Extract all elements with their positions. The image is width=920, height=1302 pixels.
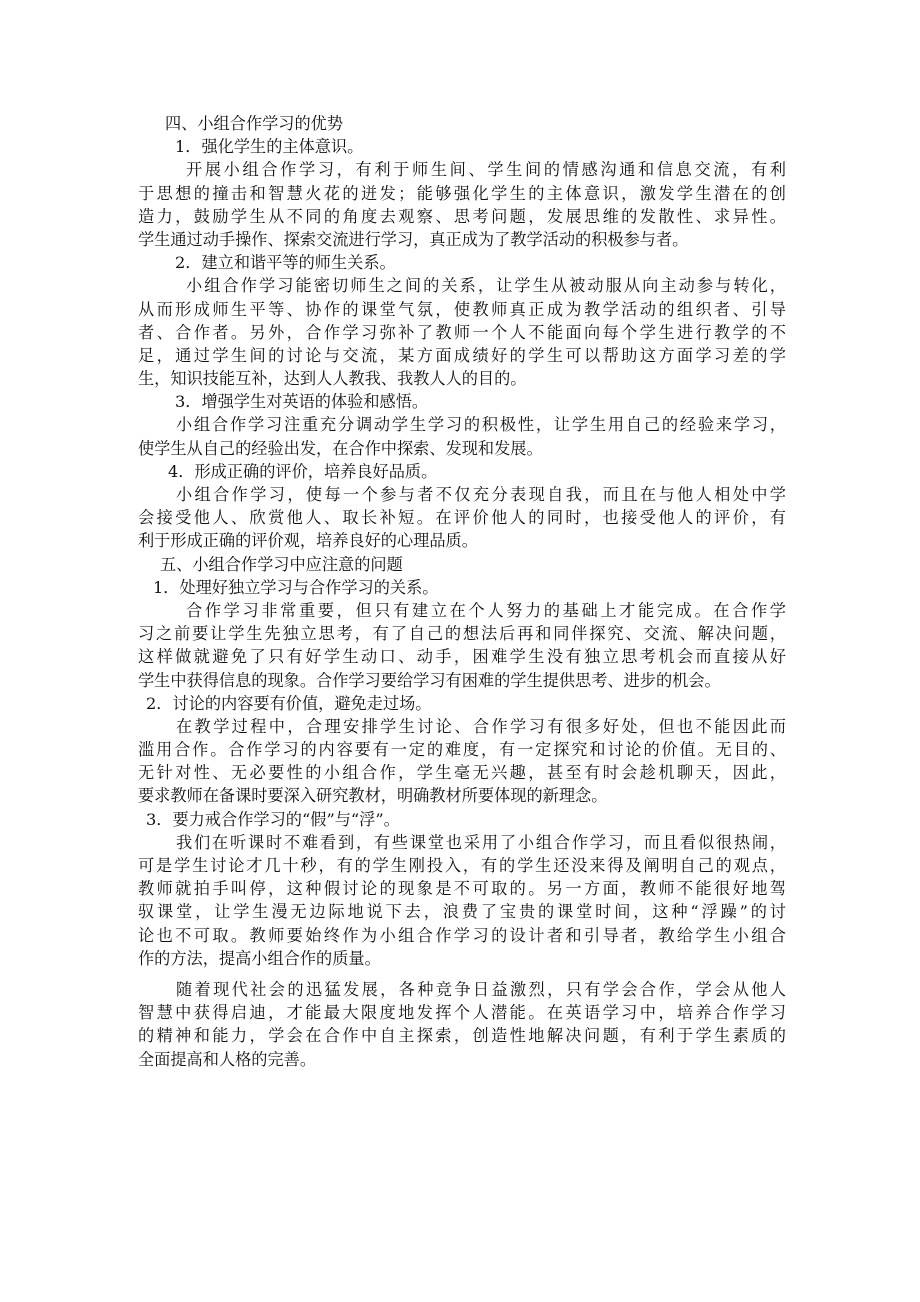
paragraph-line: 开展小组合作学习，有利于师生间、学生间的情感沟通和信息交流，有利 bbox=[186, 160, 786, 180]
paragraph-line: 习之前要让学生先独立思考，有了自己的想法后再和同伴探究、交流、解决问题， bbox=[138, 624, 786, 644]
heading-text: 2．建立和谐平等的师生关系。 bbox=[175, 253, 396, 273]
body-paragraph bbox=[138, 715, 786, 808]
paragraph-line: 随着现代社会的迅猛发展，各种竞争日益激烈，只有学会合作，学会从他人 bbox=[176, 979, 786, 999]
paragraph-line: 利于形成正确的评价观，培养良好的心理品质。 bbox=[138, 531, 478, 551]
paragraph-line: 在教学过程中，合理安排学生讨论、合作学习有很多好处，但也不能因此而 bbox=[176, 716, 786, 736]
heading-text: 1．处理好独立学习与合作学习的关系。 bbox=[153, 577, 439, 597]
section-heading bbox=[138, 390, 786, 413]
body-paragraph bbox=[138, 483, 786, 553]
heading-text: 3．增强学生对英语的体验和感悟。 bbox=[175, 392, 429, 412]
paragraph-line: 的精神和能力，学会在合作中自主探索，创造性地解决问题，有利于学生素质的 bbox=[138, 1026, 786, 1046]
paragraph-line: 学生通过动手操作、探索交流进行学习，真正成为了教学活动的积极参与者。 bbox=[138, 229, 689, 249]
section-heading bbox=[138, 808, 786, 831]
body-paragraph bbox=[138, 274, 786, 390]
paragraph-line: 我们在听课时不难看到，有些课堂也采用了小组合作学习，而且看似很热闹， bbox=[176, 832, 786, 852]
paragraph-line: 合作学习非常重要，但只有建立在个人努力的基础上才能完成。在合作学 bbox=[186, 600, 786, 620]
section-heading bbox=[138, 692, 786, 715]
paragraph-line: 于思想的撞击和智慧火花的迸发；能够强化学生的主体意识，激发学生潜在的创 bbox=[138, 183, 786, 203]
paragraph-line: 全面提高和人格的完善。 bbox=[138, 1049, 317, 1069]
section-heading bbox=[138, 460, 786, 483]
section-heading bbox=[138, 576, 786, 599]
paragraph-line: 论也不可取。教师要始终作为小组合作学习的设计者和引导者，教给学生小组合 bbox=[138, 925, 786, 945]
section-heading bbox=[138, 553, 786, 576]
heading-text: 五、小组合作学习中应注意的问题 bbox=[160, 554, 403, 574]
section-heading bbox=[138, 112, 786, 135]
paragraph-line: 从而形成师生平等、协作的课堂气氛，使教师真正成为教学活动的组织者、引导 bbox=[138, 299, 786, 319]
paragraph-line: 教师就拍手叫停，这种假讨论的现象是不可取的。另一方面，教师不能很好地驾 bbox=[138, 879, 786, 899]
body-paragraph bbox=[138, 158, 786, 251]
paragraph-line: 可是学生讨论才几十秒，有的学生刚投入，有的学生还没来得及阐明自己的观点， bbox=[138, 856, 786, 875]
document-page bbox=[138, 112, 786, 1071]
paragraph-gap bbox=[138, 970, 786, 978]
paragraph-line: 小组合作学习，使每一个参与者不仅充分表现自我，而且在与他人相处中学 bbox=[176, 485, 786, 504]
body-paragraph bbox=[138, 599, 786, 692]
heading-text: 4．形成正确的评价，培养良好品质。 bbox=[168, 461, 438, 481]
paragraph-line: 会接受他人、欣赏他人、取长补短。在评价他人的同时，也接受他人的评价，有 bbox=[138, 508, 786, 528]
body-paragraph bbox=[138, 413, 786, 459]
body-paragraph bbox=[138, 978, 786, 1071]
paragraph-line: 小组合作学习注重充分调动学生学习的积极性，让学生用自己的经验来学习， bbox=[176, 415, 786, 435]
paragraph-line: 学生中获得信息的现象。合作学习要给学习有困难的学生提供思考、进步的机会。 bbox=[138, 670, 721, 690]
paragraph-line: 作的方法，提高小组合作的质量。 bbox=[138, 948, 381, 968]
paragraph-line: 要求教师在备课时要深入研究教材，明确教材所要体现的新理念。 bbox=[138, 786, 608, 806]
section-heading bbox=[138, 251, 786, 274]
paragraph-line: 智慧中获得启迪，才能最大限度地发挥个人潜能。在英语学习中，培养合作学习 bbox=[138, 1003, 786, 1023]
body-paragraph bbox=[138, 831, 786, 970]
paragraph-line: 足，通过学生间的讨论与交流，某方面成绩好的学生可以帮助这方面学习差的学 bbox=[138, 345, 786, 365]
heading-text: 四、小组合作学习的优势 bbox=[165, 114, 344, 133]
paragraph-line: 造力，鼓励学生从不同的角度去观察、思考问题，发展思维的发散性、求异性。 bbox=[138, 206, 786, 226]
paragraph-line: 无针对性、无必要性的小组合作，学生毫无兴趣，甚至有时会趁机聊天，因此， bbox=[138, 763, 786, 783]
paragraph-line: 这样做就避免了只有好学生动口、动手，困难学生没有独立思考机会而直接从好 bbox=[138, 647, 786, 667]
paragraph-line: 驭课堂，让学生漫无边际地说下去，浪费了宝贵的课堂时间，这种“浮躁”的讨 bbox=[138, 902, 786, 922]
heading-text: 3．要力戒合作学习的“假”与“浮”。 bbox=[146, 809, 400, 829]
paragraph-line: 生，知识技能互补，达到人人教我、我教人人的目的。 bbox=[138, 369, 527, 389]
section-heading bbox=[138, 135, 786, 158]
paragraph-line: 使学生从自己的经验出发，在合作中探索、发现和发展。 bbox=[138, 438, 543, 458]
paragraph-line: 小组合作学习能密切师生之间的关系，让学生从被动服从向主动参与转化， bbox=[186, 276, 786, 296]
paragraph-line: 滥用合作。合作学习的内容要有一定的难度，有一定探究和讨论的价值。无目的、 bbox=[138, 740, 786, 760]
paragraph-line: 者、合作者。另外，合作学习弥补了教师一个人不能面向每个学生进行教学的不 bbox=[138, 322, 786, 342]
heading-text: 2．讨论的内容要有价值，避免走过场。 bbox=[146, 693, 432, 713]
heading-text: 1．强化学生的主体意识。 bbox=[175, 137, 364, 157]
